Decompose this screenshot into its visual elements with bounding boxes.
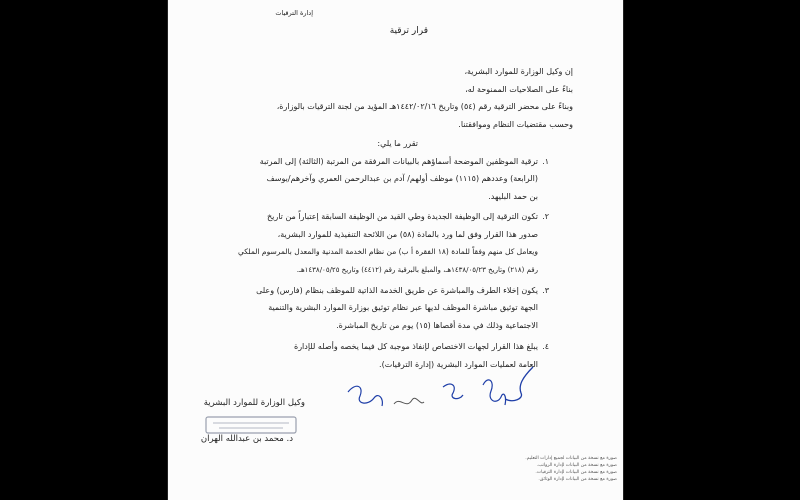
distribution-note: صورة مع نسخة من البيانات لإدارة الرواتب. [536,463,617,468]
clause-line: بن حمد البليهد. [488,192,538,201]
clause-number: ٢. [542,212,549,221]
clause-line: ترقية الموظفين الموضحة أسماؤهم بالبيانات المرفقة من المرتبة (الثالثة) إلى المرتبة [259,157,538,166]
clause-line: (الرابعة) وعددهم (١١١٥) موظف أولهم/ آدم بن عبدالرحمن العمري وآخرهم/يوسف [266,174,538,183]
clause-number: ٤. [542,342,549,351]
clause-line: العامة لعمليات الموارد البشرية (إدارة الترقيات). [379,360,538,369]
signer-name: د. محمد بن عبدالله الهران [200,434,293,444]
document-title: قرار ترقية [389,26,428,36]
clause-line: ويعامل كل منهم وفقاً للمادة (١٨ الفقرة أ ب) من نظام الخدمة المدنية والمعدل بالمرسوم الملكي [237,247,538,256]
document-page[interactable] [167,0,624,500]
department-header: إدارة الترقيات [275,9,313,17]
clause-line: الجهة توثيق مباشرة الموظف لديها عبر نظام توثيق بوزارة الموارد البشرية والتنمية [268,303,538,312]
distribution-note: صورة مع نسخة من البيانات لإدارة الترقيات. [535,470,617,475]
intro-line: وبناءً على محضر الترقية رقم (٥٤) وتاريخ ١٤٤٢/٠٢/١٦هـ المؤيد من لجنة الترقيات بالوزارة، [276,102,573,111]
distribution-note: صورة مع نسخة من البيانات لجميع إدارات التعليم. [525,456,617,461]
clause-number: ١. [542,157,549,166]
clause-line: صدور هذا القرار وفق لما ورد بالمادة (٥٨) من اللائحة التنفيذية للموارد البشرية، [277,230,538,239]
signer-position: وكيل الوزارة للموارد البشرية [203,398,305,408]
signature-scribble-1 [423,355,553,425]
clause-line: تكون الترقية إلى الوظيفة الجديدة وطي القيد من الوظيفة السابقة إعتباراً من تاريخ [266,212,538,221]
clause-line: يبلغ هذا القرار لجهات الاختصاص لإنفاذ موجبة كل فيما يخصه وأصله للإدارة [294,342,538,351]
decision-heading: تقرر ما يلي: [377,139,418,148]
signature-scribble-3 [390,388,430,418]
intro-line: وحسب مقتضيات النظام وموافقتنا. [458,120,573,129]
clause-line: الاجتماعية وذلك في مدة أقصاها (١٥) يوم من تاريخ المباشرة. [336,321,538,330]
clause-line: يكون إخلاء الطرف والمباشرة عن طريق الخدمة الذاتية للموظف بنظام (فارس) وعلى [256,286,538,295]
intro-line: إن وكيل الوزارة للموارد البشرية، [464,67,573,76]
clause-number: ٣. [542,286,549,295]
clause-line: رقم (٢١٨) وتاريخ ١٤٣٨/٠٥/٢٣هـ، والمبلغ بالبرقية رقم (٤٤١٢) وتاريخ ١٤٣٨/٠٥/٢٥هـ. [296,266,538,274]
ministry-stamp [205,416,297,434]
intro-line: بناءً على الصلاحيات الممنوحة له، [465,85,573,94]
distribution-note: صورة مع نسخة من البيانات لإدارة الوثائق. [538,477,617,482]
